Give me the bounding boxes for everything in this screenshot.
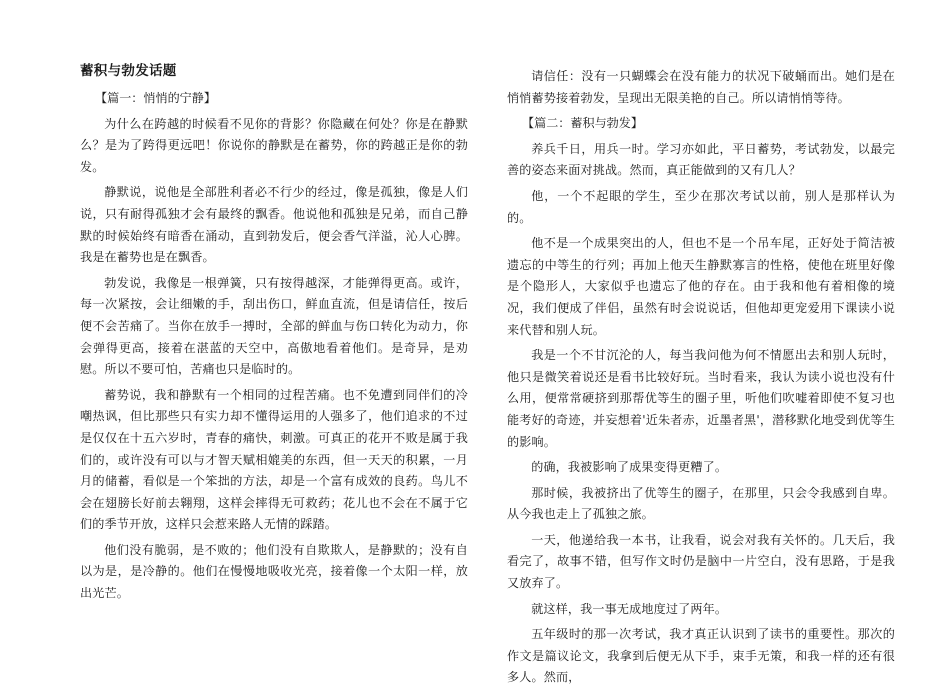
paragraph: 为什么在跨越的时候看不见你的背影？你隐藏在何处？你是在静默么？是为了跨得更远吧！你说你的静默是在蓄势，你的跨越正是你的勃发。 <box>80 116 468 174</box>
paragraph: 就这样，我一事无成地度过了两年。 <box>531 601 728 616</box>
paragraph: 他，一个不起眼的学生，至少在那次考试以前，别人是那样认为的。 <box>507 188 895 225</box>
paragraph: 静默说，说他是全部胜利者必不行少的经过，像是孤独，像是人们说，只有耐得孤独才会有最终的飘香。他说他和孤独是兄弟，而自己静默的时候始终有暗香在涌动，直到勃发后，便会香气洋溢，沁人心脾。我是在蓄势也是在飘香。 <box>80 185 468 265</box>
right-column <box>507 66 895 693</box>
left-column <box>80 62 468 609</box>
paragraph: 那时候，我被挤出了优等生的圈子，在那里，只会令我感到自卑。从今我也走上了孤独之旅。 <box>507 485 895 522</box>
paragraph: 五年级时的那一次考试，我才真正认识到了读书的重要性。那次的作文是篇议论文，我拿到后便无从下手，束手无策，和我一样的还有很多人。然而， <box>507 627 895 685</box>
paragraph: 他们没有脆弱，是不败的；他们没有自欺欺人，是静默的；没有自以为是，是冷静的。他们在慢慢地吸收光亮，接着像一个太阳一样，放出光芒。 <box>80 542 468 601</box>
section-heading-2: 【篇二：蓄积与勃发】 <box>522 116 643 131</box>
paragraph: 一天，他递给我一本书，让我看，说会对我有关怀的。几天后，我看完了，故事不错，但写作文时仍是脑中一片空白，没有思路，于是我又放弃了。 <box>507 532 895 591</box>
paragraph: 勃发说，我像是一根弹簧，只有按得越深，才能弹得更高。或许，每一次紧按，会让细嫩的手，刮出伤口，鲜血直流，但是请信任，按后便不会苦痛了。当你在放手一搏时，全部的鲜血与伤口转化为动力，你会弹得更高，接着在湛蓝的天空中，高傲地看着他们。是奇异，是劝慰。所以不要可怕，苦痛也只是临时的。 <box>80 275 468 377</box>
section-heading-1: 【篇一：悄悄的宁静】 <box>95 91 216 105</box>
document-title: 蓄积与勃发话题 <box>80 63 177 79</box>
paragraph: 蓄势说，我和静默有一个相同的过程苦痛。也不免遭到同伴们的冷嘲热讽，但比那些只有实力却不懂得运用的人强多了，他们追求的不过是仅仅在十五六岁时，青春的痛快，刺激。可真正的花开不败是属于我们的，或许没有可以与才智天赋相媲美的东西，但一天天的积累，一月月的储蓄，看似是一个笨拙的方法，却是一个富有成效的良药。鸟儿不会在翅膀长好前去翱翔，这样会摔得无可救药；花儿也不会在不属于它们的季节开放，这样只会惹来路人无情的踩踏。 <box>80 387 468 532</box>
paragraph: 请信任：没有一只蝴蝶会在没有能力的状况下破蛹而出。她们是在悄悄蓄势接着勃发，呈现出无限美艳的自己。所以请悄悄等待。 <box>507 69 895 105</box>
paragraph: 我是一个不甘沉沦的人，每当我问他为何不情愿出去和别人玩时，他只是微笑着说还是看书比较好玩。当时看来，我认为读小说也没有什么用，便常常硬挤到那帮优等生的圈子里，听他们吹嘘着即使不复习也能考好的奇迹，并妄想着'近朱者赤，近墨者黑'，潜移默化地受到优等生的影响。 <box>507 348 895 449</box>
paragraph: 养兵千日，用兵一时。学习亦如此，平日蓄势，考试勃发，以最完善的姿态来面对挑战。然而，真正能做到的又有几人？ <box>507 141 895 178</box>
paragraph: 他不是一个成果突出的人，但也不是一个吊车尾，正好处于简洁被遗忘的中等生的行列；再加上他天生静默寡言的性格，使他在班里好像是个隐形人，大家似乎也遗忘了他的存在。由于我和他有着相像的境况，我们便成了伴侣，虽然有时会说说话，但他却更宠爱用下课读小说来代替和别人玩。 <box>507 236 895 337</box>
paragraph: 的确，我被影响了成果变得更糟了。 <box>531 460 728 475</box>
